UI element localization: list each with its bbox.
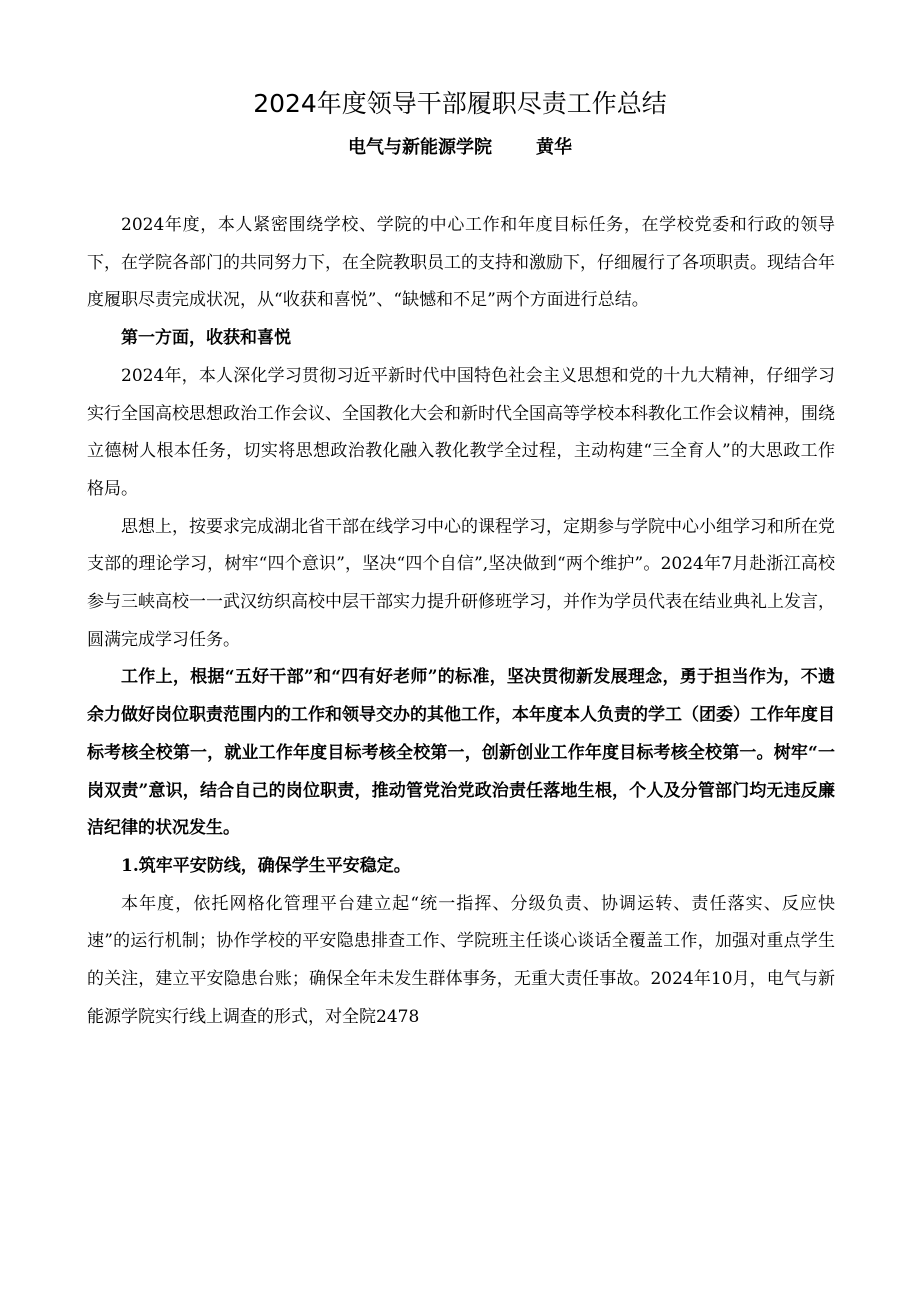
document-title: 2024年度领导干部履职尽责工作总结 xyxy=(253,89,667,118)
document-byline xyxy=(0,134,920,162)
section-heading-gains: 第一方面，收获和喜悦 xyxy=(121,328,291,349)
subsection-heading-safety: 1.筑牢平安防线，确保学生平安稳定。 xyxy=(121,855,411,876)
body-paragraph-bold: 工作上，根据“五好干部”和“四有好老师”的标准，坚决贯彻新发展理念，勇于担当作为，不遗余力做好岗位职责范围内的工作和领导交办的其他工作，本年度本人负责的学工（团委）工作年度目标考核全校第一，就业工作年度目标考核全校第一，创新创业工作年度目标考核全校第一。树牢“一岗双责”意识，结合自己的岗位职责，推动管党治党政治责任落地生根，个人及分管部门均无违反廉洁纪律的状况发生。 xyxy=(87,667,835,839)
body-paragraph: 2024年，本人深化学习贯彻习近平新时代中国特色社会主义思想和党的十九大精神，仔细学习实行全国高校思想政治工作会议、全国教化大会和新时代全国高等学校本科教化工作会议精神，围绕立德树人根本任务，切实将思想政治教化融入教化教学全过程，主动构建“三全育人”的大思政工作格局。 xyxy=(87,365,835,499)
byline-author: 黄华 xyxy=(536,137,572,158)
body-paragraph: 本年度，依托网格化管理平台建立起“统一指挥、分级负责、协调运转、责任落实、反应快速”的运行机制；协作学校的平安隐患排查工作、学院班主任谈心谈话全覆盖工作，加强对重点学生的关注，建立平安隐患台账；确保全年未发生群体事务，无重大责任事故。2024年10月，电气与新能源学院实行线上调查的形式，对全院2478 xyxy=(87,893,835,1027)
body-paragraph: 思想上，按要求完成湖北省干部在线学习中心的课程学习，定期参与学院中心小组学习和所在党支部的理论学习，树牢“四个意识”，坚决“四个自信”,坚决做到“两个维护”。2024年7月赴浙江高校参与三峡高校一一武汉纺织高校中层干部实力提升研修班学习，并作为学员代表在结业典礼上发言，圆满完成学习任务。 xyxy=(87,516,835,650)
intro-paragraph: 2024年度，本人紧密围绕学校、学院的中心工作和年度目标任务，在学校党委和行政的领导下，在学院各部门的共同努力下，在全院教职员工的支持和激励下，仔细履行了各项职责。现结合年度履职尽责完成状况，从“收获和喜悦”、“缺憾和不足”两个方面进行总结。 xyxy=(87,215,835,311)
byline-department: 电气与新能源学院 xyxy=(348,137,492,158)
document-body xyxy=(87,207,835,1036)
